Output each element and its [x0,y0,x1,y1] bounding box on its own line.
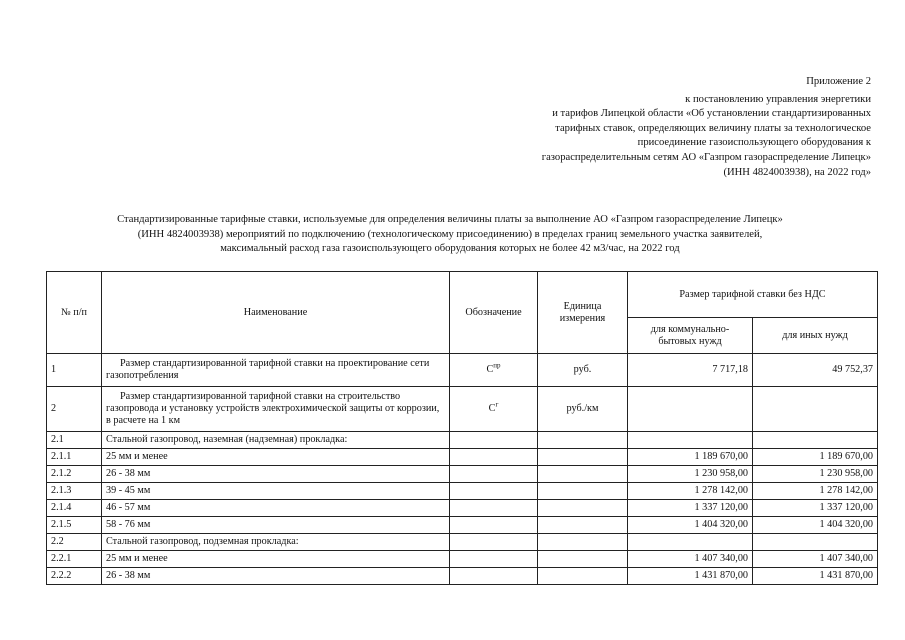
table-row [47,432,878,449]
row-unit: руб./км [538,387,628,432]
row-unit [538,432,628,449]
row-designation [450,483,538,500]
row-name: 26 - 38 мм [102,568,450,585]
row-num: 2 [47,387,102,432]
table-row [47,387,878,432]
row-num: 2.1.3 [47,483,102,500]
header-designation: Обозначение [450,272,538,354]
row-other [753,432,878,449]
tariff-table [46,271,878,585]
appendix-line: и тарифов Липецкой области «Об установлении стандартизированных [552,108,871,120]
row-other: 1 337 120,00 [753,500,878,517]
appendix-line: к постановлению управления энергетики [685,93,871,105]
row-num: 2.2 [47,534,102,551]
table-row [47,466,878,483]
row-designation [450,387,538,432]
row-name: 25 мм и менее [102,551,450,568]
table-row [47,568,878,585]
designation-base: С [486,364,494,375]
row-name: 46 - 57 мм [102,500,450,517]
table-row [47,517,878,534]
appendix-line: присоединение газоиспользующего оборудования к [637,137,871,149]
row-num: 2.1.5 [47,517,102,534]
row-unit [538,517,628,534]
row-unit [538,466,628,483]
table-row [47,483,878,500]
row-num: 2.1.1 [47,449,102,466]
appendix-line: тарифных ставок, определяющих величину платы за технологическое [555,122,871,134]
document-title [20,213,880,257]
row-name: Размер стандартизированной тарифной ставки на проектирование сети газопотребления [102,354,450,387]
row-communal: 1 189 670,00 [628,449,753,466]
row-num: 2.1.2 [47,466,102,483]
row-designation [450,568,538,585]
row-num: 2.2.1 [47,551,102,568]
row-name: Размер стандартизированной тарифной ставки на строительство газопровода и установку устройств электрохимической защиты от коррозии, в расчете на 1 км [102,387,450,432]
row-unit [538,500,628,517]
row-other [753,387,878,432]
row-name: Стальной газопровод, подземная прокладка: [102,534,450,551]
document-title-line: Стандартизированные тарифные ставки, используемые для определения величины платы за выполнение АО «Газпром газораспределение Липецк» [117,214,783,225]
row-designation [450,432,538,449]
header-other: для иных нужд [753,318,878,354]
table-row [47,449,878,466]
row-designation [450,449,538,466]
table-row [47,534,878,551]
header-num: № п/п [47,272,102,354]
appendix-line: газораспределительным сетям АО «Газпром газораспределение Липецк» [541,151,871,163]
header-name: Наименование [102,272,450,354]
row-unit: руб. [538,354,628,387]
designation-sup: г [495,400,499,409]
row-designation [450,354,538,387]
row-name: 39 - 45 мм [102,483,450,500]
row-communal: 1 337 120,00 [628,500,753,517]
row-communal: 1 278 142,00 [628,483,753,500]
row-communal: 1 404 320,00 [628,517,753,534]
row-communal: 1 407 340,00 [628,551,753,568]
row-name: Стальной газопровод, наземная (надземная) прокладка: [102,432,450,449]
designation-base: С [488,403,496,414]
row-unit [538,449,628,466]
designation-sup: пр [493,361,501,370]
row-unit [538,568,628,585]
row-num: 1 [47,354,102,387]
row-other: 1 404 320,00 [753,517,878,534]
table-row [47,354,878,387]
table-row [47,500,878,517]
row-communal [628,387,753,432]
row-num: 2.1.4 [47,500,102,517]
row-num: 2.2.2 [47,568,102,585]
row-other: 49 752,37 [753,354,878,387]
header-communal: для коммунально-бытовых нужд [628,318,753,354]
table-row [47,551,878,568]
header-unit: Единица измерения [538,272,628,354]
row-unit [538,534,628,551]
row-communal [628,432,753,449]
header-rate-group: Размер тарифной ставки без НДС [628,272,878,318]
document-title-line: (ИНН 4824003938) мероприятий по подключению (технологическому присоединению) в пределах границ земельного участка заявителей, [137,228,763,240]
row-other: 1 189 670,00 [753,449,878,466]
row-name: 25 мм и менее [102,449,450,466]
row-name: 26 - 38 мм [102,466,450,483]
appendix-block [401,75,871,180]
row-other: 1 278 142,00 [753,483,878,500]
row-communal [628,534,753,551]
appendix-line: (ИНН 4824003938), на 2022 год» [723,166,871,178]
row-designation [450,551,538,568]
appendix-title: Приложение 2 [806,76,871,87]
row-communal: 1 431 870,00 [628,568,753,585]
row-other: 1 431 870,00 [753,568,878,585]
row-unit [538,483,628,500]
row-designation [450,534,538,551]
row-unit [538,551,628,568]
row-other: 1 407 340,00 [753,551,878,568]
row-communal: 1 230 958,00 [628,466,753,483]
row-designation [450,466,538,483]
row-num: 2.1 [47,432,102,449]
row-name: 58 - 76 мм [102,517,450,534]
row-designation [450,517,538,534]
row-other [753,534,878,551]
row-designation [450,500,538,517]
document-title-line: максимальный расход газа газоиспользующего оборудования которых не более 42 м3/час, на 2022 год [220,243,680,255]
row-communal: 7 717,18 [628,354,753,387]
row-other: 1 230 958,00 [753,466,878,483]
